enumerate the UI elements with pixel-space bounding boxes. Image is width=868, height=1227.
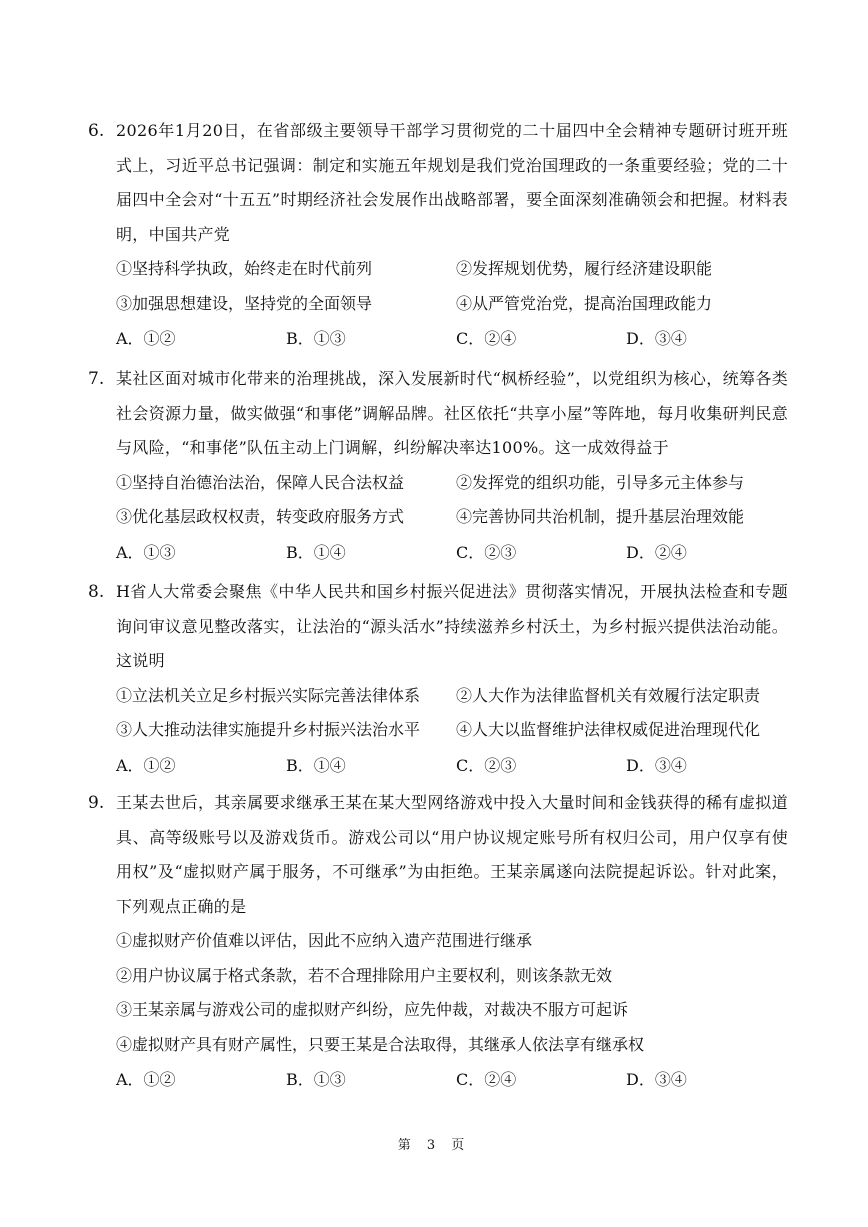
question-8 — [88, 575, 788, 784]
option-2: ②人大作为法律监督机关有效履行法定职责 — [456, 685, 761, 705]
answer-a: A．①② — [116, 1070, 176, 1089]
question-7 — [88, 362, 788, 571]
answer-b: B．①④ — [286, 755, 346, 775]
question-stem: 王某去世后，其亲属要求继承王某在某大型网络游戏中投入大量时间和金钱获得的稀有虚拟道具、高等级账号以及游戏货币。游戏公司以“用户协议规定账号所有权归公司，用户仅享有使用权”及“虚拟财产属于服务，不可继承”为由拒绝。王某亲属遂向法院提起诉讼。针对此案，下列观点正确的是 — [116, 793, 788, 916]
option-4: ④从严管党治党，提高治国理政能力 — [456, 293, 713, 313]
page-number: 第 3 页 — [397, 1138, 471, 1153]
question-number: 6. — [88, 121, 105, 141]
question-number: 9. — [88, 793, 105, 813]
question-number: 8. — [88, 582, 105, 602]
answer-d: D．②④ — [626, 542, 687, 562]
answer-c: C．②③ — [456, 542, 517, 562]
answer-choices — [116, 535, 788, 571]
question-number: 7. — [88, 369, 105, 389]
question-stem: 2026年1月20日，在省部级主要领导干部学习贯彻党的二十届四中全会精神专题研讨班开班式上，习近平总书记强调：制定和实施五年规划是我们党治国理政的一条重要经验；党的二十届四中全会对“十五五”时期经济社会发展作出战略部署，要全面深刻准确领会和把握。材料表明，中国共产党 — [116, 121, 788, 244]
options-block — [116, 252, 788, 321]
question-9 — [88, 786, 788, 1098]
option-4: ④人大以监督维护法律权威促进治理现代化 — [456, 720, 761, 739]
question-6 — [88, 114, 788, 357]
answer-a: A．①③ — [116, 542, 176, 562]
options-block — [116, 924, 788, 1062]
answer-c: C．②③ — [456, 755, 517, 775]
option-1: ①虚拟财产价值难以评估，因此不应纳入遗产范围进行继承 — [116, 931, 533, 950]
answer-choices — [116, 321, 788, 357]
option-2: ②发挥规划优势，履行经济建设职能 — [456, 259, 713, 278]
answer-c: C．②④ — [456, 329, 517, 348]
answer-b: B．①③ — [286, 1070, 346, 1089]
option-3: ③王某亲属与游戏公司的虚拟财产纠纷，应先仲裁，对裁决不服方可起诉 — [116, 1000, 629, 1019]
options-block — [116, 679, 788, 748]
answer-choices — [116, 1062, 788, 1098]
answer-a: A．①② — [116, 755, 176, 775]
option-1: ①立法机关立足乡村振兴实际完善法律体系 — [116, 685, 421, 705]
option-4: ④虚拟财产具有财产属性，只要王某是合法取得，其继承人依法享有继承权 — [116, 1034, 645, 1054]
option-4: ④完善协同共治机制，提升基层治理效能 — [456, 507, 745, 526]
answer-b: B．①④ — [286, 542, 346, 562]
question-stem: H省人大常委会聚焦《中华人民共和国乡村振兴促进法》贯彻落实情况，开展执法检查和专题询问审议意见整改落实，让法治的“源头活水”持续滋养乡村沃土，为乡村振兴提供法治动能。这说明 — [116, 582, 788, 670]
answer-b: B．①③ — [286, 329, 346, 348]
answer-d: D．③④ — [626, 1070, 687, 1089]
answer-d: D．③④ — [626, 755, 687, 775]
question-stem: 某社区面对城市化带来的治理挑战，深入发展新时代“枫桥经验”，以党组织为核心，统筹各类社会资源力量，做实做强“和事佬”调解品牌。社区依托“共享小屋”等阵地，每月收集研判民意与风险，“和事佬”队伍主动上门调解，纠纷解决率达100%。这一成效得益于 — [116, 369, 788, 457]
option-1: ①坚持科学执政，始终走在时代前列 — [116, 259, 373, 278]
option-3: ③人大推动法律实施提升乡村振兴法治水平 — [116, 720, 421, 739]
option-1: ①坚持自治德治法治，保障人民合法权益 — [116, 472, 405, 492]
option-2: ②用户协议属于格式条款，若不合理排除用户主要权利，则该条款无效 — [116, 965, 613, 985]
option-2: ②发挥党的组织功能，引导多元主体参与 — [456, 472, 745, 492]
answer-c: C．②④ — [456, 1070, 517, 1089]
options-block — [116, 466, 788, 535]
answer-choices — [116, 748, 788, 784]
answer-a: A．①② — [116, 329, 176, 348]
option-3: ③加强思想建设，坚持党的全面领导 — [116, 293, 373, 313]
answer-d: D．③④ — [626, 329, 687, 348]
option-3: ③优化基层政权权责，转变政府服务方式 — [116, 507, 405, 526]
